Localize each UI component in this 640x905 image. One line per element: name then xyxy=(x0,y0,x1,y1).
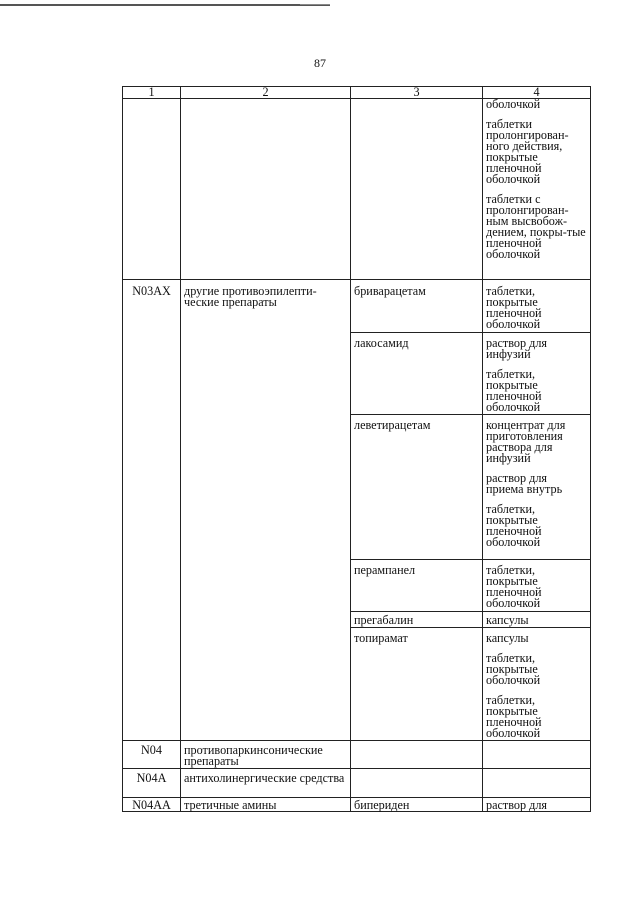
dosage-form: капсулы xyxy=(486,613,529,627)
dosage-form: раствор для xyxy=(486,798,548,812)
dosage-form: таблетки, покрытые оболочкой xyxy=(486,651,541,687)
dosage-form: раствор для приема внутрь xyxy=(486,471,563,496)
table-row xyxy=(123,280,591,333)
header-col-4: 4 xyxy=(483,87,591,99)
group-name: антихолинергические средства xyxy=(181,769,351,798)
atc-code: N04 xyxy=(123,741,181,769)
dosage-forms xyxy=(483,99,591,280)
dosage-forms xyxy=(483,741,591,769)
top-rule-fragment xyxy=(300,4,330,5)
page-number: 87 xyxy=(314,56,326,70)
header-col-2: 2 xyxy=(181,87,351,99)
dosage-form: таблетки, покрытые пленочной оболочкой xyxy=(486,367,542,414)
drug-table xyxy=(122,86,591,812)
substance-name: леветирацетам xyxy=(351,415,483,560)
dosage-forms xyxy=(483,612,591,628)
group-name: другие противоэпилепти-ческие препараты xyxy=(181,280,351,741)
table-row xyxy=(123,798,591,812)
dosage-form: концентрат для приготовления раствора для инфузий xyxy=(486,418,566,465)
substance-name xyxy=(351,741,483,769)
dosage-forms xyxy=(483,415,591,560)
atc-code: N04AA xyxy=(123,798,181,812)
dosage-forms xyxy=(483,560,591,612)
header-col-3: 3 xyxy=(351,87,483,99)
substance-name: бипериден xyxy=(351,798,483,812)
substance-name: бриварацетам xyxy=(351,280,483,333)
top-rule xyxy=(0,4,330,6)
group-name: третичные амины xyxy=(181,798,351,812)
substance-name xyxy=(351,99,483,280)
dosage-form: таблетки, покрытые пленочной оболочкой xyxy=(486,693,542,740)
substance-name: лакосамид xyxy=(351,333,483,415)
dosage-form: таблетки, покрытые пленочной оболочкой xyxy=(486,284,542,331)
group-name: противопаркинсонические препараты xyxy=(181,741,351,769)
substance-name: топирамат xyxy=(351,628,483,741)
atc-code: N03AX xyxy=(123,280,181,741)
dosage-forms xyxy=(483,798,591,812)
header-col-1: 1 xyxy=(123,87,181,99)
table-row xyxy=(123,99,591,280)
dosage-forms xyxy=(483,280,591,333)
dosage-form: таблетки с пролонгирован-ным высвобож-дением, покры-тые пленочной оболочкой xyxy=(486,192,586,261)
dosage-form: таблетки, покрытые пленочной оболочкой xyxy=(486,502,542,549)
dosage-form: таблетки, покрытые пленочной оболочкой xyxy=(486,563,542,610)
dosage-forms xyxy=(483,769,591,798)
dosage-form: оболочкой xyxy=(486,97,541,111)
dosage-forms xyxy=(483,628,591,741)
table-row xyxy=(123,769,591,798)
dosage-form: капсулы xyxy=(486,631,529,645)
group-name xyxy=(181,99,351,280)
substance-name: перампанел xyxy=(351,560,483,612)
substance-name: прегабалин xyxy=(351,612,483,628)
dosage-form: таблетки пролонгирован-ного действия, покрытые пленочной оболочкой xyxy=(486,117,569,186)
atc-code: N04A xyxy=(123,769,181,798)
atc-code xyxy=(123,99,181,280)
dosage-forms xyxy=(483,333,591,415)
dosage-form: раствор для инфузий xyxy=(486,336,548,361)
table-row xyxy=(123,741,591,769)
substance-name xyxy=(351,769,483,798)
